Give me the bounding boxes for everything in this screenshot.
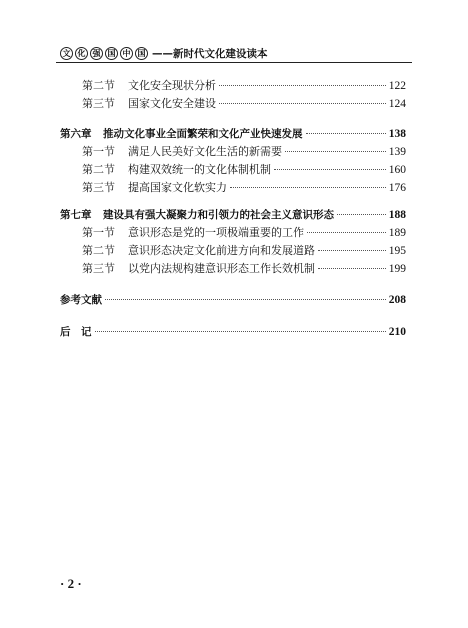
section-title: 意识形态是党的一项极端重要的工作 (128, 226, 304, 239)
section-number: 第三节 (82, 181, 115, 194)
dot-leader (105, 299, 386, 300)
dot-leader (230, 187, 386, 188)
section-number: 第三节 (82, 97, 115, 110)
dot-leader (337, 214, 386, 215)
section-title: 构建双效统一的文化体制机制 (128, 163, 271, 176)
toc-chapter[interactable] (60, 207, 406, 223)
section-number: 第二节 (82, 79, 115, 92)
section-number: 第一节 (82, 145, 115, 158)
page-number: 124 (388, 98, 406, 110)
toc-entry[interactable] (60, 162, 406, 178)
chapter-number: 第七章 (60, 209, 92, 221)
page-number: 176 (388, 182, 406, 194)
page-number: 210 (388, 326, 406, 338)
header-rule (56, 62, 412, 63)
toc-entry[interactable] (60, 180, 406, 196)
series-char: 国 (135, 47, 148, 60)
section-title: 满足人民美好文化生活的新需要 (128, 145, 282, 158)
dot-leader (318, 250, 386, 251)
page-number: 160 (388, 164, 406, 176)
dot-leader (219, 103, 386, 104)
series-char: 国 (105, 47, 118, 60)
section-number: 第三节 (82, 262, 115, 275)
page-number: 122 (388, 80, 406, 92)
section-title: 提高国家文化软实力 (128, 181, 227, 194)
afterword-title: 后 记 (60, 326, 92, 338)
series-char: 化 (75, 47, 88, 60)
page-number: 138 (388, 128, 406, 140)
toc-entry[interactable] (60, 78, 406, 94)
chapter-number: 第六章 (60, 128, 92, 140)
chapter-title: 推动文化事业全面繁荣和文化产业快速发展 (103, 128, 303, 140)
series-char: 文 (60, 47, 73, 60)
toc-entry[interactable] (60, 96, 406, 112)
toc-entry[interactable] (60, 261, 406, 277)
toc-afterword[interactable] (60, 324, 406, 340)
chapter-title: 建设具有强大凝聚力和引领力的社会主义意识形态 (103, 209, 334, 221)
section-title: 文化安全现状分析 (128, 79, 216, 92)
references-title: 参考文献 (60, 294, 102, 306)
page-number: 189 (388, 227, 406, 239)
page-number: 188 (388, 209, 406, 221)
series-char: 强 (90, 47, 103, 60)
page-number: 195 (388, 245, 406, 257)
toc-entry[interactable] (60, 225, 406, 241)
dot-leader (219, 85, 386, 86)
section-title: 意识形态决定文化前进方向和发展道路 (128, 244, 315, 257)
series-char: 中 (120, 47, 133, 60)
dot-leader (285, 151, 386, 152)
folio: · 2 · (60, 576, 82, 591)
page-number: 208 (388, 294, 406, 306)
section-number: 第二节 (82, 244, 115, 257)
section-title: 国家文化安全建设 (128, 97, 216, 110)
dot-leader (95, 331, 386, 332)
running-header (60, 46, 408, 61)
book-subtitle: ——新时代文化建设读本 (152, 48, 268, 60)
dot-leader (274, 169, 386, 170)
series-logo (60, 47, 148, 60)
toc-references[interactable] (60, 292, 406, 308)
dot-leader (318, 268, 386, 269)
toc-entry[interactable] (60, 144, 406, 160)
section-title: 以党内法规构建意识形态工作长效机制 (128, 262, 315, 275)
section-number: 第二节 (82, 163, 115, 176)
dot-leader (306, 133, 386, 134)
toc-chapter[interactable] (60, 126, 406, 142)
page-number: 139 (388, 146, 406, 158)
toc-entry[interactable] (60, 243, 406, 259)
page-number: 199 (388, 263, 406, 275)
section-number: 第一节 (82, 226, 115, 239)
dot-leader (307, 232, 386, 233)
